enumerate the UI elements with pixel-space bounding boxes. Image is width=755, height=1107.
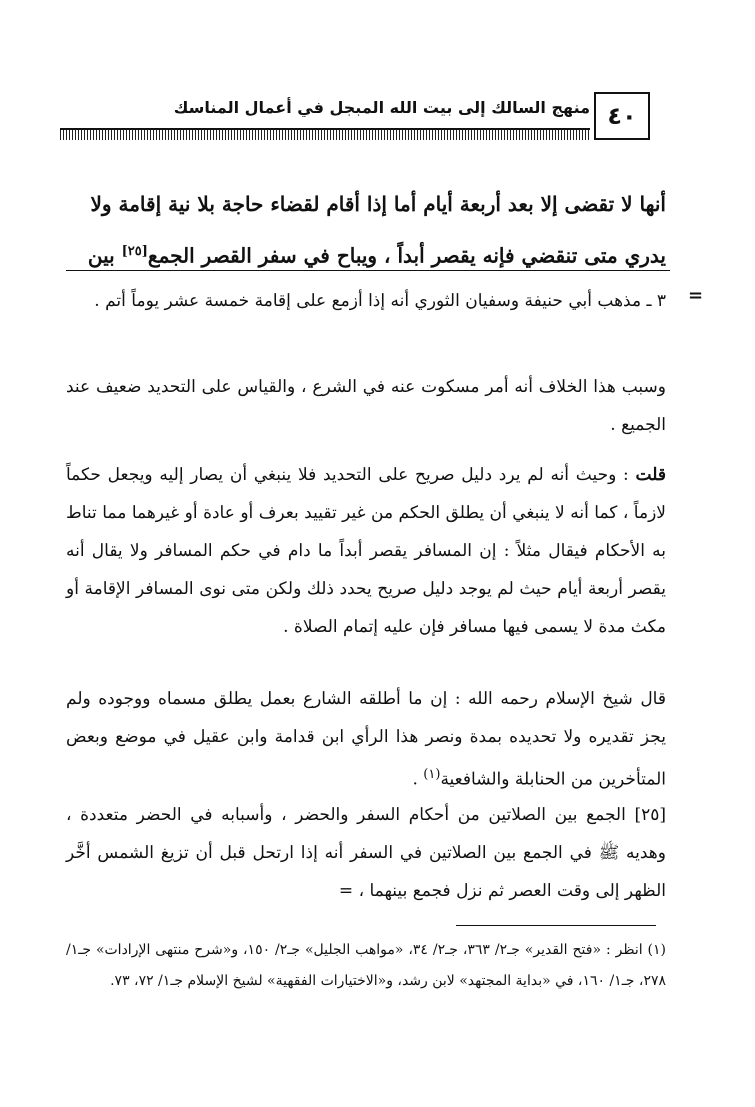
commentary-paragraph-3 (66, 456, 666, 646)
header-rule (60, 128, 590, 140)
footnote-divider (456, 925, 656, 926)
footnote: (١) انظر : «فتح القدير» جـ٢/ ٣٦٣، جـ٢/ ٣٤، «مواهب الجليل» جـ٢/ ١٥٠، و«شرح منتهى الإرادات» جـ١/ ٢٧٨، جـ١/ ١٦٠، في «بداية المجتهد» لابن رشد، و«الاختيارات الفقهية» لشيخ الإسلام جـ١/ ٧٢، ٧٣. (66, 942, 666, 989)
main-text-line-2 (66, 228, 666, 280)
main-text-line-2-start: يدري متى تنقضي فإنه يقصر أبداً ، ويباح في سفر القصر الجمع (147, 243, 666, 268)
commentary-reference-25: [٢٥] (121, 244, 148, 259)
commentary-lead-word: قلت (635, 465, 666, 485)
commentary-paragraph-3-text: : وحيث أنه لم يرد دليل صريح على التحديد فلا ينبغي أن يصار إليه ويجعل حكماً لازماً ، كما أنه لا ينبغي أن يطلق الحكم من غير تقييد بعرف أو عادة أو غيرهما مما تناط به الأحكام فيقال مثلاً : إن المسافر يقصر أبداً ما دام في حكم المسافر ولا يقال أنه يقصر أربعة أيام حيث لم يوجد دليل صريح يحدد ذلك ولكن متى نوى المسافر الإقامة أو مكث مدة لا يسمى فيها مسافر فإن عليه إتمام الصلاة . (66, 465, 666, 637)
main-text (66, 180, 666, 280)
continuation-mark: = (688, 285, 704, 306)
commentary-paragraph-4 (66, 680, 666, 799)
commentary-paragraph-5: [٢٥] الجمع بين الصلاتين من أحكام السفر والحضر ، وأسبابه في الحضر متعددة ، وهديه ﷺ في الجمع بين الصلاتين في السفر أنه إذا ارتحل قبل أن تزيغ الشمس أخَّر الظهر إلى وقت العصر ثم نزل فجمع بينهما ، = (66, 805, 666, 901)
commentary-paragraph-2: وسبب هذا الخلاف أنه أمر مسكوت عنه في الشرع ، والقياس على التحديد ضعيف عند الجميع . (66, 377, 666, 435)
main-text-line-2-end: بين (87, 243, 122, 268)
running-title: منهج السالك إلى بيت الله المبجل في أعمال المناسك (173, 98, 590, 117)
main-text-divider (66, 270, 670, 271)
main-text-line-1: أنها لا تقضى إلا بعد أربعة أيام أما إذا أقام لقضاء حاجة بلا نية إقامة ولا (90, 192, 666, 216)
page-number: ٤٠ (594, 92, 650, 140)
commentary-paragraph-1: ٣ ـ مذهب أبي حنيفة وسفيان الثوري أنه إذا أزمع على إقامة خمسة عشر يوماً أتم . (94, 291, 666, 311)
commentary-paragraph-4-text: قال شيخ الإسلام رحمه الله : إن ما أطلقه الشارع بعمل يطلق مسماه ووجوده ولم يجز تقديره ولا تحديده بمدة ونصر هذا الرأي ابن قدامة وابن عقيل في موضع وبعض المتأخرين من الحنابلة والشافعية (66, 689, 666, 790)
footnote-reference-1: (١) (423, 767, 441, 782)
commentary-paragraph-4-end: . (412, 769, 424, 790)
